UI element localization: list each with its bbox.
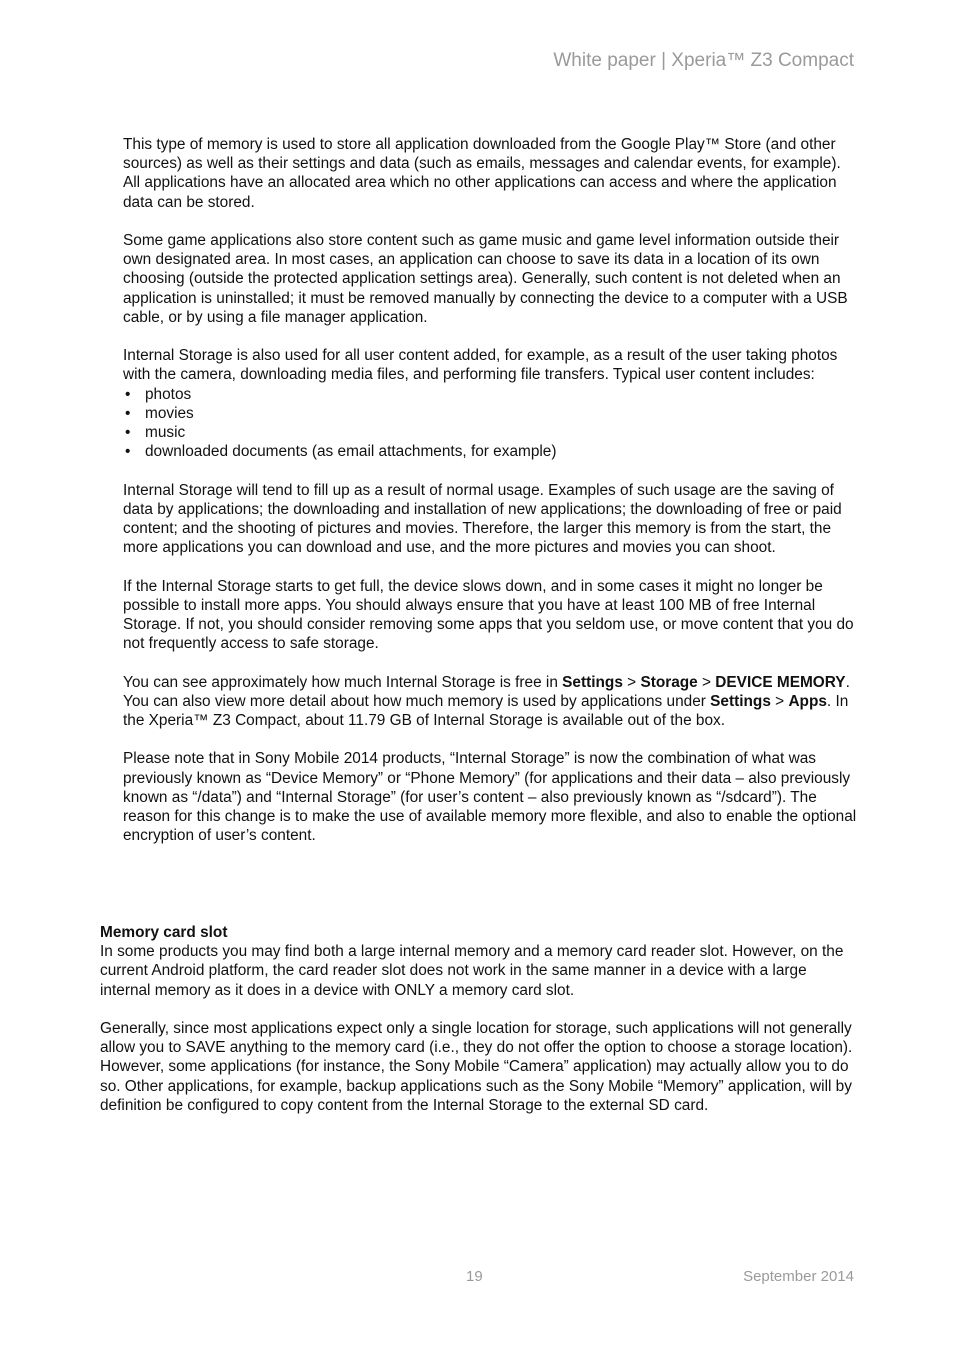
paragraph-user-content: Internal Storage is also used for all user content added, for example, as a result of the user taking photos with the camera, downloading media files, and performing file transfers. Typical user content includes:: [123, 347, 838, 384]
storage-label: Storage: [640, 673, 698, 691]
apps-label: Apps: [788, 692, 827, 710]
user-content-list: [123, 385, 858, 462]
paragraph-fill-up: Internal Storage will tend to fill up as a result of normal usage. Examples of such usage are the saving of data by applications; the downloading and installation of new applications; the downloading of free or paid content; and the shooting of pictures and movies. Therefore, the larger this memory is from the start, the more applications you can download and use, and the more pictures and movies you can shoot.: [123, 481, 842, 557]
paragraph-card-slot: In some products you may find both a large internal memory and a memory card reader slot. However, on the current Android platform, the card reader slot does not work in the same manner in a device with a large internal memory as it does in a device with ONLY a memory card slot.: [100, 943, 844, 999]
text-span: >: [622, 673, 641, 691]
settings-label: Settings: [562, 673, 623, 691]
text-span: . You can also view more detail about how much memory is used by applications under: [123, 673, 850, 710]
list-item: • downloaded documents (as email attachments, for example): [123, 442, 858, 461]
paragraph-game-content: Some game applications also store content such as game music and game level information outside their own designated area. In most cases, an application can choose to save its data in a location of its own choosing (outside the protected application settings area). Generally, such content is not deleted when an application is uninstalled; it must be removed manually by connecting the device to a computer with a USB cable, or by using a file manager application.: [123, 232, 848, 326]
list-item: • photos: [123, 385, 858, 404]
device-memory-label: DEVICE MEMORY: [715, 673, 846, 691]
paragraph-settings-path: [123, 673, 858, 731]
document-header-title: White paper | Xperia™ Z3 Compact: [553, 50, 854, 71]
paragraph-sony-note: Please note that in Sony Mobile 2014 products, “Internal Storage” is now the combination of what was previously known as “Device Memory” or “Phone Memory” (for applications and their data – also previously known as “/data”) and “Internal Storage” (for user’s content – also previously known as “/sdcard”). The reason for this change is to make the use of available memory more flexible, and also to enable the optional encryption of user’s content.: [123, 750, 857, 845]
list-item: • music: [123, 423, 858, 442]
text-span: . In the Xperia™ Z3 Compact, about 11.79 GB of Internal Storage is available out of the box.: [123, 692, 849, 730]
section-heading: Memory card slot: [100, 924, 228, 941]
memory-card-section: [100, 923, 858, 1134]
internal-storage-body: [123, 135, 858, 865]
paragraph-storage-full: If the Internal Storage starts to get full, the device slows down, and in some cases it might no longer be possible to install more apps. You should always ensure that you have at least 100 MB of free Internal Storage. If not, you should consider removing some apps that you seldom use, or move content that you do not frequently access to safe storage.: [123, 577, 854, 653]
text-span: You can see approximately how much Internal Storage is free in: [123, 673, 563, 691]
settings-label: Settings: [710, 692, 771, 710]
text-span: >: [697, 673, 716, 691]
text-span: >: [770, 692, 789, 710]
paragraph-app-memory: This type of memory is used to store all application downloaded from the Google Play™ Store (and other sources) as well as their settings and data (such as emails, messages and calendar events, for example). All applications have an allocated area which no other applications can access and where the application data can be stored.: [123, 136, 841, 211]
page-number: 19: [466, 1268, 483, 1285]
footer-date: September 2014: [743, 1268, 854, 1285]
list-item: • movies: [123, 404, 858, 423]
paragraph-card-save: Generally, since most applications expect only a single location for storage, such applications will not generally allow you to SAVE anything to the memory card (i.e., they do not offer the option to choose a storage location). However, some applications (for instance, the Sony Mobile “Camera” application) may actually allow you to do so. Other applications, for example, backup applications such as the Sony Mobile “Memory” application, will by definition be configured to copy content from the Internal Storage to the external SD card.: [100, 1020, 853, 1114]
